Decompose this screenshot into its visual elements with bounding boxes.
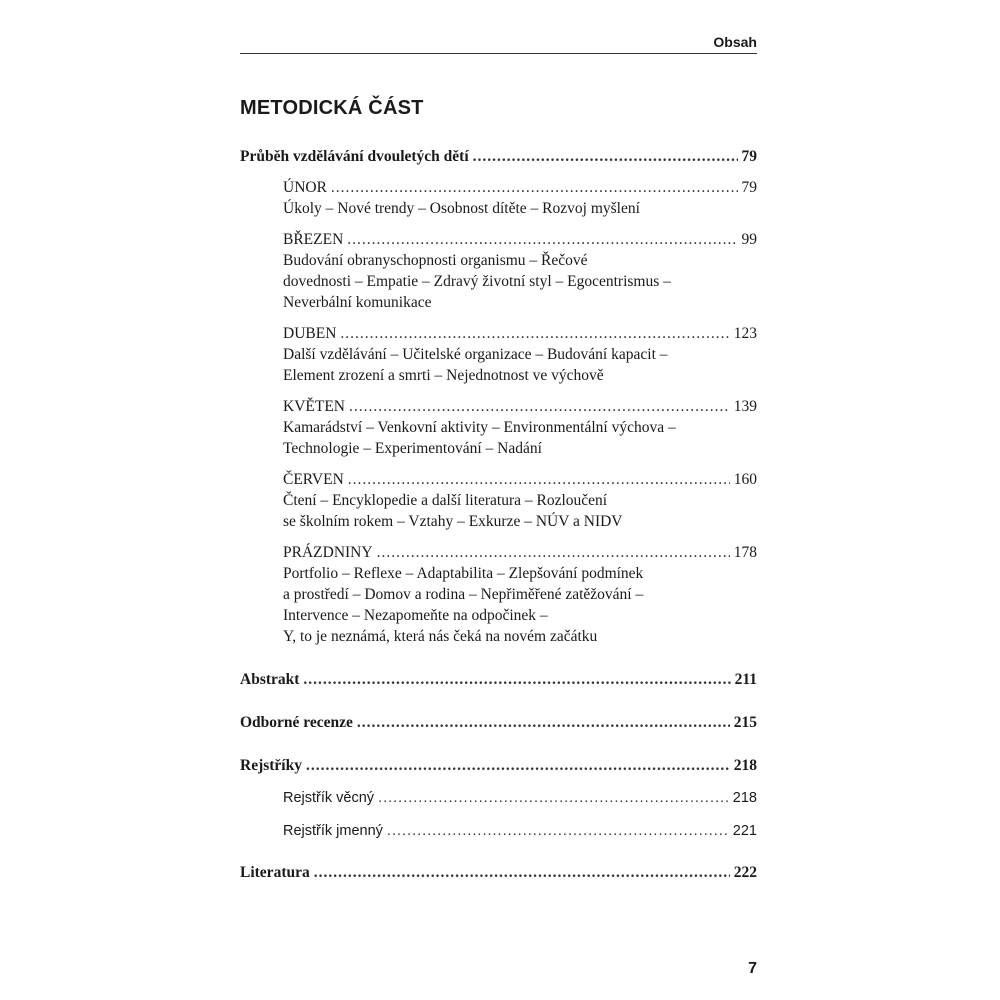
toc-entry-label: KVĚTEN [283,398,345,415]
table-of-contents [240,146,757,883]
toc-entry-label: Průběh vzdělávání dvouletých dětí [240,148,469,165]
toc-entry-description: Budování obranyschopnosti organismu – Řečové [283,252,588,269]
toc-entry-description: Neverbální komunikace [283,294,432,311]
toc-entry-description: Kamarádství – Venkovní aktivity – Environmentální výchova – [283,419,676,436]
dot-leader [357,712,730,733]
toc-entry-duben[interactable] [283,323,757,344]
toc-page-number: 218 [733,757,757,774]
toc-page-number: 178 [733,544,757,561]
toc-page-number: 221 [732,823,757,839]
toc-entry-description: Portfolio – Reflexe – Adaptabilita – Zlepšování podmínek [283,565,644,582]
toc-entry-abstrakt[interactable] [240,669,757,690]
toc-page-number: 222 [733,864,757,881]
toc-entry-description: Y, to je neznámá, která nás čeká na novém začátku [283,628,598,645]
toc-entry-brezen[interactable] [283,229,757,250]
toc-page-number: 99 [741,231,757,248]
toc-entry-literatura[interactable] [240,862,757,883]
dot-leader [347,229,737,250]
toc-entry-description: Element zrození a smrti – Nejednotnost ve výchově [283,367,604,384]
toc-entry-description: se školním rokem – Vztahy – Exkurze – NÚV a NIDV [283,513,623,530]
toc-entry-label: PRÁZDNINY [283,544,373,561]
toc-entry-rejstrik-jmenny[interactable] [283,821,757,842]
toc-entry-label: Rejstřík jmenný [283,823,383,839]
toc-entry-rejstriky[interactable] [240,755,757,776]
dot-leader [314,862,730,883]
running-head: Obsah [713,34,757,50]
toc-page-number: 218 [732,790,757,806]
header-rule [240,53,757,54]
dot-leader [377,542,730,563]
toc-entry-label: Odborné recenze [240,714,353,731]
toc-entry-rejstrik-vecny[interactable] [283,788,757,809]
toc-entry-description: dovednosti – Empatie – Zdravý životní styl – Egocentrismus – [283,273,671,290]
toc-page-number: 79 [741,148,757,165]
toc-entry-description: Čtení – Encyklopedie a další literatura – Rozloučení [283,492,608,509]
dot-leader [473,146,738,167]
toc-page-number: 215 [733,714,757,731]
dot-leader [387,821,729,842]
section-title: METODICKÁ ČÁST [240,97,424,119]
toc-entry-label: ÚNOR [283,179,327,196]
toc-entry-main[interactable] [240,146,757,167]
toc-entry-label: ČERVEN [283,471,344,488]
dot-leader [378,788,729,809]
dot-leader [331,177,738,198]
toc-page-number: 139 [733,398,757,415]
toc-entry-label: Rejstřík věcný [283,790,375,806]
toc-entry-kveten[interactable] [283,396,757,417]
toc-entry-cerven[interactable] [283,469,757,490]
toc-entry-unor[interactable] [283,177,757,198]
toc-entry-description: a prostředí – Domov a rodina – Nepřiměřené zatěžování – [283,586,644,603]
toc-entry-label: Abstrakt [240,671,300,688]
dot-leader [340,323,729,344]
toc-entry-label: Rejstříky [240,757,302,774]
toc-entry-description: Úkoly – Nové trendy – Osobnost dítěte – Rozvoj myšlení [283,200,640,217]
toc-entry-description: Další vzdělávání – Učitelské organizace – Budování kapacit – [283,346,668,363]
toc-page-number: 79 [741,179,757,196]
toc-entry-label: DUBEN [283,325,337,342]
toc-page-number: 211 [734,671,757,688]
dot-leader [348,469,730,490]
page-number: 7 [748,960,757,977]
toc-page-number: 123 [733,325,757,342]
toc-entry-recenze[interactable] [240,712,757,733]
toc-entry-label: BŘEZEN [283,231,344,248]
toc-entry-label: Literatura [240,864,310,881]
dot-leader [303,669,730,690]
dot-leader [306,755,730,776]
toc-entry-description: Intervence – Nezapomeňte na odpočinek – [283,607,548,624]
toc-entry-description: Technologie – Experimentování – Nadání [283,440,542,457]
dot-leader [349,396,730,417]
toc-entry-prazdniny[interactable] [283,542,757,563]
toc-page-number: 160 [733,471,757,488]
